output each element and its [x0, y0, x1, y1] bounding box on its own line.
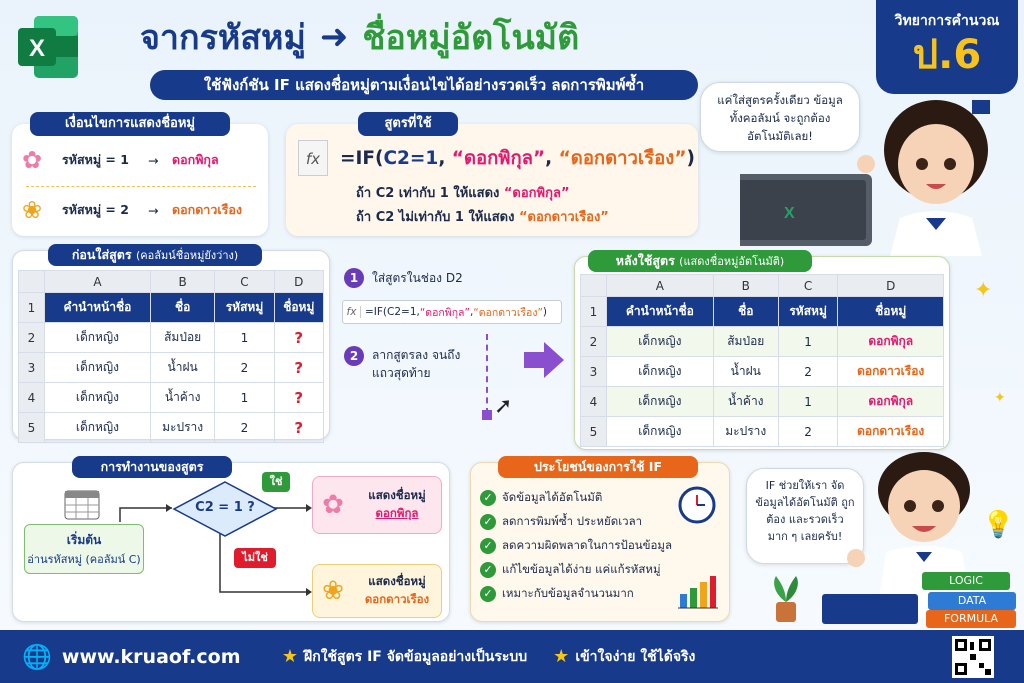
- step-formula-v1: “ดอกพิกุล”: [419, 306, 470, 319]
- row-number: 1: [19, 293, 45, 323]
- star-icon: ★: [281, 646, 299, 667]
- table-cell[interactable]: 2: [778, 417, 838, 447]
- empty-name-cell[interactable]: ?: [274, 383, 323, 413]
- check-icon: ✓: [480, 538, 496, 554]
- formula-line-2: [356, 206, 609, 227]
- formula-value-true: “ดอกพิกุล”: [451, 148, 546, 169]
- footer-url[interactable]: www.kruaof.com: [61, 645, 241, 668]
- flow-yes-badge: ใช่: [262, 472, 290, 492]
- arrow-icon: →: [148, 152, 159, 168]
- speech-girl-text: แค่ใส่สูตรครั้งเดียว ข้อมูลทั้งคอลัมน์ จะถูกต้องอัตโนมัติเลย!: [717, 93, 843, 143]
- row-number: 5: [581, 417, 607, 447]
- condition-code: รหัสหมู่ = 2: [62, 202, 129, 217]
- table-row: [19, 353, 324, 383]
- drag-line: [486, 334, 488, 414]
- speech-boy-text: IF ช่วยให้เรา จัดข้อมูลได้อัตโนมัติ ถูกต้อง และรวดเร็ว มาก ๆ เลยครับ!: [755, 479, 855, 543]
- table-cell[interactable]: 2: [215, 413, 274, 443]
- benefit-text: ลดความผิดพลาดในการป้อนข้อมูล: [502, 538, 673, 552]
- formula-sep: ,: [438, 148, 452, 169]
- list-item: [480, 534, 680, 558]
- step-2: [344, 346, 482, 382]
- table-row: [581, 327, 944, 357]
- check-icon: ✓: [480, 514, 496, 530]
- formula-line-2-value: “ดอกดาวเรือง”: [519, 210, 609, 225]
- clock-icon: [678, 486, 716, 524]
- table-cell[interactable]: น้ำฝน: [150, 353, 215, 383]
- table-cell[interactable]: เด็กหญิง: [45, 383, 151, 413]
- formula-title: สูตรที่ใช้: [358, 112, 458, 136]
- table-cell[interactable]: เด็กหญิง: [45, 413, 151, 443]
- book-left-icon: [822, 594, 918, 624]
- step-1-text: ใส่สูตรในช่อง D2: [372, 270, 463, 285]
- benefits-title: ประโยชน์ของการใช้ IF: [498, 456, 698, 478]
- benefits-list: [480, 486, 680, 606]
- name-cell[interactable]: ดอกพิกุล: [838, 327, 944, 357]
- benefit-text: แก้ไขข้อมูลได้ง่าย แค่แก้รหัสหมู่: [502, 562, 661, 576]
- header-cell[interactable]: รหัสหมู่: [215, 293, 274, 323]
- name-cell[interactable]: ดอกดาวเรือง: [838, 357, 944, 387]
- condition-divider: [26, 186, 256, 187]
- flow-out2-value: ดอกดาวเรือง: [364, 592, 430, 606]
- formula-text: [340, 144, 696, 174]
- title-left: จากรหัสหมู่: [140, 18, 306, 58]
- table-cell[interactable]: ส้มป่อย: [150, 323, 215, 353]
- after-table: [580, 274, 944, 447]
- footer: [0, 630, 1024, 683]
- drag-handle-icon[interactable]: [482, 410, 492, 420]
- benefit-text: ลดการพิมพ์ซ้ำ ประหยัดเวลา: [502, 514, 643, 528]
- excel-logo-icon: [16, 12, 80, 82]
- title-right: ชื่อหมู่อัตโนมัติ: [362, 18, 580, 58]
- table-cell[interactable]: 2: [215, 353, 274, 383]
- footer-item-2: เข้าใจง่าย ใช้ได้จริง: [575, 648, 696, 665]
- row-number: 4: [19, 383, 45, 413]
- check-icon: ✓: [480, 562, 496, 578]
- header-cell[interactable]: รหัสหมู่: [778, 297, 838, 327]
- table-row: [19, 323, 324, 353]
- big-arrow-icon: [522, 338, 566, 382]
- condition-name: ดอกดาวเรือง: [172, 202, 242, 217]
- sparkle-icon: ✦: [994, 390, 1006, 406]
- flower-orange-icon: ❀: [22, 196, 43, 224]
- svg-text:X: X: [784, 205, 795, 222]
- globe-icon: 🌐: [22, 642, 52, 671]
- header-cell[interactable]: คำนำหน้าชื่อ: [607, 297, 714, 327]
- before-title: [48, 244, 262, 266]
- benefit-text: เหมาะกับข้อมูลจำนวนมาก: [502, 586, 634, 600]
- table-cell[interactable]: 1: [215, 323, 274, 353]
- list-item: [480, 486, 680, 510]
- fx-icon: fx: [343, 306, 361, 318]
- table-row: [581, 387, 944, 417]
- table-cell[interactable]: ส้มป่อย: [713, 327, 778, 357]
- flow-output-1: [312, 476, 442, 534]
- step-formula-start: =IF(C2=1,: [365, 306, 420, 318]
- lightbulb-icon: 💡: [982, 510, 1015, 540]
- before-subtitle: (คอลัมน์ชื่อหมู่ยังว่าง): [136, 249, 239, 262]
- table-row: [581, 417, 944, 447]
- header-cell[interactable]: ชื่อ: [713, 297, 778, 327]
- flow-start-text: อ่านรหัสหมู่ (คอลัมน์ C): [27, 553, 141, 566]
- col-header: D: [274, 271, 323, 293]
- header-cell[interactable]: ชื่อหมู่: [838, 297, 944, 327]
- flow-out2-label: แสดงชื่อหมู่: [368, 574, 426, 588]
- name-cell[interactable]: ดอกดาวเรือง: [838, 417, 944, 447]
- table-cell[interactable]: น้ำฝน: [713, 357, 778, 387]
- formula-line-1-value: “ดอกพิกุล”: [503, 186, 570, 201]
- qr-code-icon: [952, 636, 994, 678]
- list-item: [480, 582, 680, 606]
- condition-row-2: [22, 192, 258, 228]
- step-formula-bar[interactable]: [342, 300, 562, 324]
- condition-code: รหัสหมู่ = 1: [62, 152, 129, 167]
- badge-subject: วิทยาการคำนวณ: [894, 13, 1000, 29]
- flow-output-2: [312, 564, 442, 618]
- after-title: [588, 250, 812, 272]
- grade-badge: [876, 0, 1018, 94]
- step-formula-end: ): [542, 306, 548, 318]
- table-cell[interactable]: น้ำค้าง: [150, 383, 215, 413]
- table-cell[interactable]: มะปราง: [150, 413, 215, 443]
- formula-end: ): [686, 148, 695, 169]
- after-title-text: หลังใช้สูตร: [615, 253, 675, 268]
- benefit-text: จัดข้อมูลได้อัตโนมัติ: [502, 490, 603, 504]
- star-icon: ★: [553, 646, 570, 667]
- col-header: A: [607, 275, 714, 297]
- table-cell[interactable]: น้ำค้าง: [713, 387, 778, 417]
- empty-name-cell[interactable]: ?: [274, 413, 323, 443]
- table-cell[interactable]: เด็กหญิง: [607, 357, 714, 387]
- formula-sep: ,: [545, 148, 559, 169]
- table-cell[interactable]: เด็กหญิง: [607, 387, 714, 417]
- formula-line-2-prefix: ถ้า C2 ไม่เท่ากับ 1 ให้แสดง: [356, 210, 519, 225]
- flow-decision-text: C2 = 1 ?: [195, 500, 255, 515]
- empty-name-cell[interactable]: ?: [274, 323, 323, 353]
- header-cell[interactable]: คำนำหน้าชื่อ: [45, 293, 151, 323]
- step-2-number: 2: [344, 346, 364, 366]
- flower-orange-icon: ❀: [322, 576, 344, 606]
- row-number: 5: [19, 413, 45, 443]
- title-arrow-icon: ➜: [319, 17, 349, 57]
- col-header: B: [713, 275, 778, 297]
- table-cell[interactable]: เด็กหญิง: [607, 327, 714, 357]
- table-cell[interactable]: 1: [778, 327, 838, 357]
- col-header: C: [778, 275, 838, 297]
- table-cell[interactable]: เด็กหญิง: [45, 323, 151, 353]
- table-cell[interactable]: เด็กหญิง: [45, 353, 151, 383]
- empty-name-cell[interactable]: ?: [274, 353, 323, 383]
- formula-line-1-prefix: ถ้า C2 เท่ากับ 1 ให้แสดง: [356, 186, 504, 201]
- table-cell[interactable]: 1: [215, 383, 274, 413]
- flower-pink-icon: ✿: [22, 146, 43, 174]
- fx-icon: fx: [298, 140, 328, 176]
- col-header: D: [838, 275, 944, 297]
- step-1: [344, 268, 463, 288]
- bar-chart-icon: [676, 568, 718, 610]
- table-row: [19, 413, 324, 443]
- table-cell[interactable]: 1: [778, 387, 838, 417]
- table-cell[interactable]: เด็กหญิง: [607, 417, 714, 447]
- row-number: 1: [581, 297, 607, 327]
- footer-item-1: ฝึกใช้สูตร IF จัดข้อมูลอย่างเป็นระบบ: [304, 648, 528, 665]
- row-number: 3: [19, 353, 45, 383]
- plant-icon: [768, 572, 804, 624]
- cursor-icon: ➚: [494, 394, 513, 419]
- page-title: [140, 12, 780, 62]
- conditions-title: เงื่อนไขการแสดงชื่อหมู่: [30, 112, 230, 136]
- col-header: C: [215, 271, 274, 293]
- col-header: A: [45, 271, 151, 293]
- formula-value-false: “ดอกดาวเรือง”: [558, 148, 687, 169]
- header-cell[interactable]: ชื่อ: [150, 293, 215, 323]
- book-data: DATA: [928, 592, 1016, 610]
- step-2-text: ลากสูตรลง จนถึงแถวสุดท้าย: [372, 348, 461, 380]
- books-stack: [816, 560, 1024, 630]
- after-subtitle: (แสดงชื่อหมู่อัตโนมัติ): [679, 255, 785, 268]
- flow-no-badge: ไม่ใช่: [234, 548, 276, 568]
- arrow-icon: →: [148, 202, 159, 218]
- formula-condition: C2=1: [383, 148, 439, 169]
- flower-pink-icon: ✿: [322, 490, 344, 520]
- formula-line-1: [356, 182, 570, 203]
- sparkle-icon: ✦: [974, 278, 993, 303]
- name-cell[interactable]: ดอกพิกุล: [838, 387, 944, 417]
- list-item: [480, 510, 680, 534]
- row-number: 2: [581, 327, 607, 357]
- girl-illustration-icon: [740, 100, 1000, 256]
- step-formula-v2: “ดอกดาวเรือง”: [473, 306, 543, 319]
- corner-cell: [19, 271, 45, 293]
- corner-cell: [581, 275, 607, 297]
- book-logic: LOGIC: [922, 572, 1010, 590]
- row-number: 3: [581, 357, 607, 387]
- subtitle-banner: ใช้ฟังก์ชัน IF แสดงชื่อหมู่ตามเงื่อนไขได้อย่างรวดเร็ว ลดการพิมพ์ซ้ำ: [150, 70, 698, 100]
- formula-start: =IF(: [340, 148, 384, 169]
- table-cell[interactable]: มะปราง: [713, 417, 778, 447]
- condition-name: ดอกพิกุล: [172, 152, 219, 167]
- header-cell[interactable]: ชื่อหมู่: [274, 293, 323, 323]
- flow-out1-label: แสดงชื่อหมู่: [368, 488, 426, 502]
- list-item: [480, 558, 680, 582]
- check-icon: ✓: [480, 586, 496, 602]
- col-header: B: [150, 271, 215, 293]
- before-title-text: ก่อนใส่สูตร: [71, 247, 132, 262]
- table-row: [19, 383, 324, 413]
- table-cell[interactable]: 2: [778, 357, 838, 387]
- badge-grade: ป.6: [912, 32, 982, 78]
- flow-out1-value: ดอกพิกุล: [375, 506, 419, 520]
- before-table: [18, 270, 324, 443]
- table-row: [581, 357, 944, 387]
- row-number: 2: [19, 323, 45, 353]
- book-formula: FORMULA: [926, 610, 1016, 628]
- step-formula-sep: ,: [469, 306, 474, 318]
- flow-start-title: เริ่มต้น: [66, 533, 102, 547]
- flow-title: การทำงานของสูตร: [72, 456, 232, 478]
- row-number: 4: [581, 387, 607, 417]
- condition-row-1: [22, 142, 258, 178]
- check-icon: ✓: [480, 490, 496, 506]
- svg-text:X: X: [28, 35, 46, 62]
- step-1-number: 1: [344, 268, 364, 288]
